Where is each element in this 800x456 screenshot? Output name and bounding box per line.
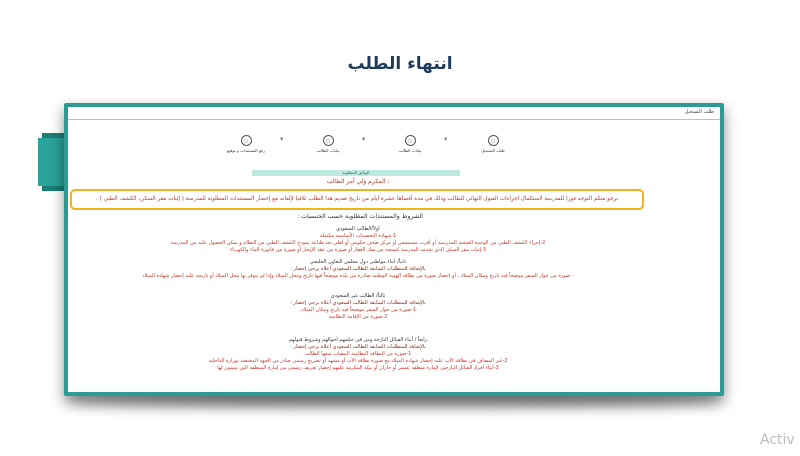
section-header: الوثائق المطلوبة: [252, 170, 460, 176]
screen: [68, 107, 720, 392]
list-item: 1-شهادة التحصينات الأساسية مكتملة: [319, 233, 397, 239]
list-item: 3-أبناء أفراد القبائل النازحين لإمارة منطقة عسير أو جازان أو مكة المكرمة عليهم إحضار تعريف رسمي من إمارة المنطقة التي ينتمون لها: [217, 365, 499, 371]
document-icon: ▢: [405, 135, 416, 146]
list-item: 2-غير المضاف في بطاقة الأب عليه إحضار شهادة الميلاد مع صورة بطاقة الأب أو مشهد أو تصريح رسمي صادر من الجهة المختصة بوزارة الداخلية: [208, 358, 508, 364]
section-heading: ثالثاً/ الطالب غير السعودي: [330, 293, 386, 299]
step-label: طلب التسجيل: [481, 148, 505, 153]
step-label: بيانات الطالب: [316, 148, 340, 153]
list-item: 2-إجراء الكشف الطبي من الوحدة الصحية المدرسية أو أقرب مستشفى أو مركز صحي حكومي أو أهلي بعد طباعة نموذج الكشف الطبي من النظام و يمكن الحصول عليه من المدرسة: [170, 240, 546, 246]
notice-highlight: نرجو منكم التوجه فورا للمدرسة لاستكمال اجراءات القبول النهائي للطالب وذلك في مدة أقصاها عشرة أيام من تاريخ تقديم هذا الطلب تلافيا لإلغائه مع إحضار المستندات المطلوبة للمدرسة ( إثبات مقر السكن، الكشف الطبي ) .: [70, 189, 644, 210]
section-heading: أولاً/الطالب السعودي: [336, 226, 380, 232]
section-tribes: [68, 337, 648, 372]
section-heading: ثانياً/ أبناء مواطني دول مجلس التعاون الخليجي: [309, 259, 407, 265]
document-icon: ▢: [488, 135, 499, 146]
section-saudi: [68, 226, 648, 254]
chevron-left-icon: ‹: [362, 134, 366, 143]
document-icon: ▢: [323, 135, 334, 146]
activation-watermark: Activ: [760, 432, 795, 448]
progress-stepper: [198, 135, 548, 157]
window-titlebar: [68, 107, 720, 120]
list-item: 3-إثبات مقر السكن الذي تخدمه المدرسة كنسخة من صك العقار أو صورة من عقد الإيجار أو صورة من فاتورة الماء والكهرباء: [229, 247, 487, 253]
section-sub: بالإضافة للمتطلبات السابقة للطالب السعودي أعلاه يرجى إحضار :: [290, 300, 426, 306]
step-2[interactable]: [380, 135, 440, 153]
document-icon: ▢: [241, 135, 252, 146]
step-1[interactable]: [463, 135, 523, 153]
list-item: 1-صورة من جواز السفر موضحاً فيه تاريخ ومكان الميلاد.: [299, 307, 417, 313]
section-sub: بالإضافة للمتطلبات السابقة للطالب السعودي أعلاه يرجى إحضار :: [290, 266, 426, 272]
section-sub: بالإضافة للمتطلبات السابقة للطالب السعودي أعلاه يرجى إحضار :: [290, 344, 426, 350]
section-gcc: [68, 259, 648, 280]
window-title: طلب التسجيل: [684, 109, 714, 115]
guardian-line: المكرم ولي أمر الطالب :: [326, 178, 390, 185]
slide-title: انتهاء الطلب: [347, 54, 453, 74]
section-heading: رابعاً / أبناء القبائل النازحة ومن في حكمهم أحوالهم وشروط قبولهم: [288, 337, 428, 343]
screenshot-frame: [64, 103, 724, 396]
section-non-saudi: [68, 293, 648, 321]
chevron-left-icon: ‹: [444, 134, 448, 143]
list-item: 1-صورة من البطاقة النظامية المصاب مبعها الطالب: [304, 351, 412, 357]
step-4[interactable]: [216, 135, 276, 153]
conditions-title: الشروط والمستندات المطلوبة حسب الجنسيات :: [297, 213, 423, 220]
step-label: بيانات الطالب: [398, 148, 422, 153]
step-3[interactable]: [298, 135, 358, 153]
list-item: - صورة من جواز السفر موضحاً فيه تاريخ ومكان الميلاد ، أو إحضار صورة من بطاقة الهوية الوطنية صادرة من بلده موضحاً فيها تاريخ ومحل الميلاد وإذا لم يتوفر بها محل الميلاد أو تاريخه عليه إحضار شهادة الميلاد: [142, 273, 574, 279]
step-label: رفع المستندات و توقيع: [227, 148, 265, 153]
list-item: 2-صورة من الإقامة النظامية: [328, 314, 388, 320]
chevron-left-icon: ‹: [280, 134, 284, 143]
